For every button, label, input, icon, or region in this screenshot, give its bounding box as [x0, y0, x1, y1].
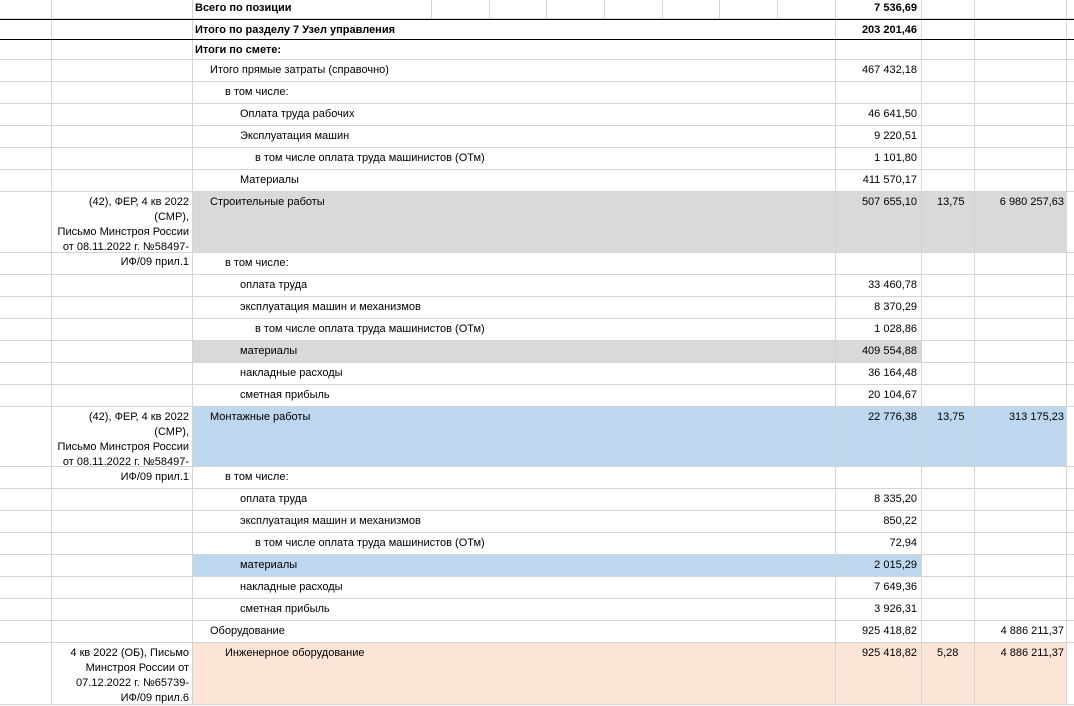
cell[interactable] [52, 40, 193, 60]
cell[interactable] [0, 599, 52, 621]
cell[interactable] [975, 253, 1067, 275]
cost-value[interactable]: 46 641,50 [836, 104, 922, 126]
cell [1067, 407, 1074, 467]
cost-value[interactable]: 72,94 [836, 533, 922, 555]
row-label[interactable]: накладные расходы [193, 363, 836, 385]
cost-value[interactable]: 850,22 [836, 511, 922, 533]
current-price-total[interactable]: 6 980 257,63 [975, 192, 1067, 253]
cell[interactable] [52, 341, 193, 363]
cell[interactable] [922, 82, 975, 104]
cell [1067, 385, 1074, 407]
cell [1067, 40, 1074, 60]
cost-value[interactable]: 3 926,31 [836, 599, 922, 621]
row-label[interactable]: накладные расходы [193, 577, 836, 599]
cell[interactable] [922, 363, 975, 385]
cell[interactable] [975, 489, 1067, 511]
cell [1067, 319, 1074, 341]
cell[interactable] [922, 148, 975, 170]
cell [1067, 297, 1074, 319]
row-label[interactable]: Итого прямые затраты (справочно) [193, 60, 836, 82]
cell[interactable] [975, 511, 1067, 533]
cost-value[interactable]: 1 028,86 [836, 319, 922, 341]
row-label[interactable]: в том числе: [193, 253, 836, 275]
table-row [0, 511, 1074, 533]
cell[interactable] [0, 40, 52, 60]
cell[interactable] [52, 621, 193, 643]
cell[interactable] [922, 40, 975, 60]
cell[interactable] [0, 148, 52, 170]
sub-column-divider [777, 0, 778, 18]
cell[interactable] [975, 385, 1067, 407]
cell[interactable] [922, 489, 975, 511]
cell[interactable] [52, 275, 193, 297]
cell[interactable] [52, 253, 193, 275]
cell[interactable] [975, 148, 1067, 170]
cell[interactable] [975, 577, 1067, 599]
cell[interactable] [922, 104, 975, 126]
table-row [0, 170, 1074, 192]
row-label[interactable]: Итоги по смете: [193, 40, 836, 60]
cell[interactable] [0, 533, 52, 555]
cell[interactable] [52, 104, 193, 126]
cell[interactable] [0, 407, 52, 467]
cell[interactable] [52, 511, 193, 533]
cell[interactable] [975, 599, 1067, 621]
cell [1067, 104, 1074, 126]
cell[interactable] [0, 643, 52, 705]
cell [1067, 126, 1074, 148]
cell[interactable] [975, 275, 1067, 297]
cell[interactable] [52, 126, 193, 148]
cell[interactable] [836, 40, 922, 60]
table-row [0, 126, 1074, 148]
row-label[interactable]: оплата труда [193, 489, 836, 511]
sub-column-divider [662, 0, 663, 18]
cell [1067, 577, 1074, 599]
table-row [0, 0, 1074, 19]
sub-column-divider [719, 0, 720, 18]
cost-value[interactable]: 33 460,78 [836, 275, 922, 297]
cell[interactable] [975, 104, 1067, 126]
cell [1067, 60, 1074, 82]
table-row [0, 577, 1074, 599]
table-row [0, 363, 1074, 385]
sub-column-divider [431, 0, 432, 18]
cell[interactable] [975, 341, 1067, 363]
cell[interactable] [0, 253, 52, 275]
cost-value[interactable]: 8 370,29 [836, 297, 922, 319]
cell [1067, 489, 1074, 511]
table-row [0, 385, 1074, 407]
cell[interactable] [0, 275, 52, 297]
row-label[interactable]: материалы [193, 555, 836, 577]
cell [1067, 20, 1074, 39]
row-label[interactable] [193, 0, 836, 19]
table-row [0, 341, 1074, 363]
cell[interactable] [922, 621, 975, 643]
cost-value[interactable]: 7 649,36 [836, 577, 922, 599]
current-price-total[interactable]: 4 886 211,37 [975, 621, 1067, 643]
cell[interactable] [975, 170, 1067, 192]
row-label[interactable]: Монтажные работы [193, 407, 836, 467]
cost-value[interactable]: 203 201,46 [836, 20, 922, 39]
cell [1067, 275, 1074, 297]
cell[interactable] [0, 60, 52, 82]
cell[interactable] [0, 363, 52, 385]
cell[interactable] [975, 363, 1067, 385]
cell [1067, 170, 1074, 192]
cell[interactable] [52, 82, 193, 104]
cost-value[interactable]: 36 164,48 [836, 363, 922, 385]
cost-value[interactable]: 7 536,69 [836, 0, 922, 19]
cell[interactable] [52, 599, 193, 621]
table-row [0, 148, 1074, 170]
table-row [0, 297, 1074, 319]
cell[interactable] [0, 319, 52, 341]
cell[interactable] [52, 533, 193, 555]
cell[interactable] [836, 467, 922, 489]
row-label[interactable]: Итого по разделу 7 Узел управления [193, 20, 836, 39]
row-label-text: Всего по позиции [195, 2, 292, 14]
sub-column-divider [546, 0, 547, 18]
cell[interactable] [836, 253, 922, 275]
table-row [0, 467, 1074, 489]
cell[interactable] [0, 555, 52, 577]
price-basis[interactable]: (42), ФЕР, 4 кв 2022 (СМР), Письмо Минстроя России от 08.11.2022 г. №58497- ИФ/09 прил.1 [52, 407, 193, 467]
table-row [0, 319, 1074, 341]
cell[interactable] [836, 82, 922, 104]
cost-value[interactable]: 8 335,20 [836, 489, 922, 511]
cost-value[interactable]: 20 104,67 [836, 385, 922, 407]
table-row [0, 253, 1074, 275]
cell [1067, 148, 1074, 170]
cell[interactable] [975, 555, 1067, 577]
current-price-total[interactable]: 4 886 211,37 [975, 643, 1067, 705]
cell[interactable] [0, 621, 52, 643]
cell[interactable] [52, 0, 193, 19]
price-index[interactable]: 13,75 [922, 407, 975, 467]
table-row [0, 533, 1074, 555]
cost-value[interactable]: 411 570,17 [836, 170, 922, 192]
sub-column-divider [489, 0, 490, 18]
price-basis[interactable]: 4 кв 2022 (ОБ), Письмо Минстроя России от 07.12.2022 г. №65739- ИФ/09 прил.6 [52, 643, 193, 705]
table-row [0, 599, 1074, 621]
cell[interactable] [0, 0, 52, 19]
cost-value[interactable]: 1 101,80 [836, 148, 922, 170]
cell [1067, 253, 1074, 275]
cell[interactable] [922, 0, 975, 19]
cost-value[interactable]: 22 776,38 [836, 407, 922, 467]
cell[interactable] [0, 82, 52, 104]
row-label[interactable]: эксплуатация машин и механизмов [193, 511, 836, 533]
cell[interactable] [52, 577, 193, 599]
table-row [0, 275, 1074, 297]
cell[interactable] [922, 385, 975, 407]
cell[interactable] [922, 20, 975, 39]
cell[interactable] [975, 40, 1067, 60]
cell[interactable] [52, 467, 193, 489]
cost-value[interactable]: 507 655,10 [836, 192, 922, 253]
cell [1067, 643, 1074, 705]
cell[interactable] [975, 297, 1067, 319]
cell[interactable] [922, 170, 975, 192]
cell[interactable] [0, 170, 52, 192]
cell[interactable] [922, 467, 975, 489]
cost-value[interactable]: 925 418,82 [836, 621, 922, 643]
cell[interactable] [975, 0, 1067, 19]
cell[interactable] [975, 319, 1067, 341]
current-price-total[interactable]: 313 175,23 [975, 407, 1067, 467]
cell[interactable] [975, 533, 1067, 555]
cell[interactable] [922, 297, 975, 319]
cost-value[interactable]: 9 220,51 [836, 126, 922, 148]
cost-value[interactable]: 409 554,88 [836, 341, 922, 363]
cell[interactable] [922, 275, 975, 297]
cell[interactable] [0, 511, 52, 533]
row-label[interactable]: сметная прибыль [193, 385, 836, 407]
table-row [0, 489, 1074, 511]
cell[interactable] [922, 319, 975, 341]
row-label[interactable]: сметная прибыль [193, 599, 836, 621]
cell[interactable] [52, 148, 193, 170]
cell[interactable] [52, 385, 193, 407]
cell[interactable] [52, 60, 193, 82]
cell[interactable] [0, 341, 52, 363]
cell[interactable] [0, 126, 52, 148]
cell [1067, 363, 1074, 385]
sub-column-divider [604, 0, 605, 18]
table-row [0, 104, 1074, 126]
price-basis[interactable]: (42), ФЕР, 4 кв 2022 (СМР), Письмо Минстроя России от 08.11.2022 г. №58497- ИФ/09 прил.1 [52, 192, 193, 253]
table-row [0, 555, 1074, 577]
cell [1067, 192, 1074, 253]
table-row [0, 643, 1074, 705]
row-label[interactable]: оплата труда [193, 275, 836, 297]
row-label[interactable]: в том числе оплата труда машинистов (ОТм) [193, 319, 836, 341]
cell[interactable] [975, 20, 1067, 39]
cell[interactable] [922, 533, 975, 555]
cell[interactable] [922, 577, 975, 599]
table-row [0, 621, 1074, 643]
cost-value[interactable]: 467 432,18 [836, 60, 922, 82]
cell [1067, 82, 1074, 104]
cell [1067, 621, 1074, 643]
cell[interactable] [0, 20, 52, 39]
cell [1067, 533, 1074, 555]
row-label[interactable]: Оборудование [193, 621, 836, 643]
row-label[interactable]: Строительные работы [193, 192, 836, 253]
cell[interactable] [922, 511, 975, 533]
cell[interactable] [52, 489, 193, 511]
price-index[interactable]: 13,75 [922, 192, 975, 253]
cell[interactable] [52, 363, 193, 385]
cell[interactable] [52, 20, 193, 39]
table-row [0, 60, 1074, 82]
cell[interactable] [975, 467, 1067, 489]
cell[interactable] [922, 341, 975, 363]
cost-value[interactable]: 2 015,29 [836, 555, 922, 577]
cell [1067, 341, 1074, 363]
cell[interactable] [0, 467, 52, 489]
cell[interactable] [0, 297, 52, 319]
cell[interactable] [922, 60, 975, 82]
row-label[interactable]: в том числе оплата труда машинистов (ОТм) [193, 533, 836, 555]
cell[interactable] [975, 126, 1067, 148]
cell[interactable] [52, 319, 193, 341]
cell[interactable] [0, 489, 52, 511]
row-label[interactable]: в том числе: [193, 82, 836, 104]
cost-value[interactable]: 925 418,82 [836, 643, 922, 705]
row-label[interactable]: в том числе: [193, 467, 836, 489]
row-label[interactable]: Оплата труда рабочих [193, 104, 836, 126]
cell[interactable] [52, 555, 193, 577]
row-label[interactable]: Инженерное оборудование [193, 643, 836, 705]
cell[interactable] [0, 577, 52, 599]
table-row [0, 82, 1074, 104]
cell [1067, 599, 1074, 621]
row-label[interactable]: Материалы [193, 170, 836, 192]
cell[interactable] [922, 253, 975, 275]
cell [1067, 467, 1074, 489]
table-row [0, 19, 1074, 40]
cell[interactable] [52, 170, 193, 192]
cell[interactable] [0, 104, 52, 126]
row-label[interactable]: материалы [193, 341, 836, 363]
row-label[interactable]: Эксплуатация машин [193, 126, 836, 148]
cell [1067, 0, 1074, 19]
row-label[interactable]: в том числе оплата труда машинистов (ОТм) [193, 148, 836, 170]
cell [1067, 555, 1074, 577]
cell[interactable] [922, 599, 975, 621]
cell[interactable] [975, 60, 1067, 82]
row-label[interactable]: эксплуатация машин и механизмов [193, 297, 836, 319]
cell[interactable] [922, 126, 975, 148]
cell [1067, 511, 1074, 533]
price-index[interactable]: 5,28 [922, 643, 975, 705]
table-row [0, 40, 1074, 60]
cell[interactable] [975, 82, 1067, 104]
cell[interactable] [0, 192, 52, 253]
cell[interactable] [0, 385, 52, 407]
cell[interactable] [52, 297, 193, 319]
cell[interactable] [922, 555, 975, 577]
